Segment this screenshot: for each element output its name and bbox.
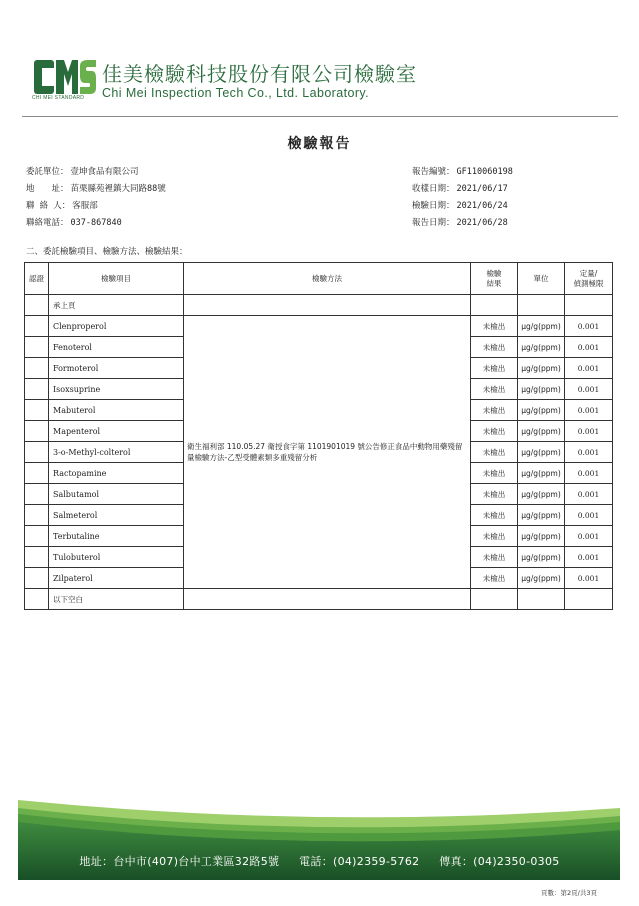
- item-name: Isoxsuprine: [49, 379, 184, 400]
- company-logo: [34, 58, 96, 96]
- item-name: Zilpaterol: [49, 568, 184, 589]
- limit-value: 0.001: [565, 379, 613, 400]
- cert-cell: [25, 589, 49, 610]
- result-value: 未檢出: [471, 526, 518, 547]
- client-info-row: [26, 215, 166, 232]
- limit-value: 0.001: [565, 547, 613, 568]
- header-method: 檢驗方法: [184, 263, 471, 295]
- report-info-row: [412, 181, 513, 198]
- limit-value: 0.001: [565, 484, 613, 505]
- client-info-row: [26, 164, 166, 181]
- cert-cell: [25, 379, 49, 400]
- cert-cell: [25, 400, 49, 421]
- limit-value: 0.001: [565, 421, 613, 442]
- report-info-row: [412, 198, 513, 215]
- footer-contact: [0, 853, 639, 869]
- result-cell: [471, 589, 518, 610]
- result-value: 未檢出: [471, 568, 518, 589]
- header-cert: 認證: [25, 263, 49, 295]
- result-value: 未檢出: [471, 337, 518, 358]
- cert-cell: [25, 316, 49, 337]
- method-text: 衛生福利部 110.05.27 衛授食字第 1101901019 號公告修正食品中動物用藥殘留量檢驗方法-乙型受體素類多重殘留分析: [184, 316, 471, 589]
- company-name-zh: 佳美檢驗科技股份有限公司檢驗室: [102, 62, 417, 86]
- footer-fax: 傳真：(04)2350-0305: [439, 855, 560, 868]
- report-info-row: [412, 164, 513, 181]
- result-value: 未檢出: [471, 547, 518, 568]
- client-info-row: [26, 198, 166, 215]
- item-name: Mabuterol: [49, 400, 184, 421]
- unit-value: μg/g(ppm): [518, 568, 565, 589]
- cert-cell: [25, 337, 49, 358]
- result-value: 未檢出: [471, 505, 518, 526]
- header-limit-line2: 偵測極限: [573, 278, 604, 288]
- cert-cell: [25, 421, 49, 442]
- method-cell: [184, 295, 471, 316]
- result-value: 未檢出: [471, 484, 518, 505]
- result-value: 未檢出: [471, 358, 518, 379]
- info-label: 報告日期：: [412, 218, 455, 228]
- item-name: Salbutamol: [49, 484, 184, 505]
- info-value: 苗栗縣苑裡鎮大同路88號: [70, 184, 166, 194]
- unit-cell: [518, 589, 565, 610]
- result-cell: [471, 295, 518, 316]
- unit-value: μg/g(ppm): [518, 358, 565, 379]
- header-divider: [22, 116, 618, 117]
- limit-value: 0.001: [565, 316, 613, 337]
- cert-cell: [25, 442, 49, 463]
- report-info: [412, 164, 513, 232]
- limit-value: 0.001: [565, 463, 613, 484]
- continued-note: 承上頁: [49, 295, 184, 316]
- info-label: 收樣日期：: [412, 184, 455, 194]
- footer-band: [0, 790, 639, 890]
- unit-value: μg/g(ppm): [518, 316, 565, 337]
- unit-value: μg/g(ppm): [518, 337, 565, 358]
- info-label: 地 址：: [26, 184, 69, 194]
- limit-cell: [565, 295, 613, 316]
- unit-value: μg/g(ppm): [518, 463, 565, 484]
- page-number: 頁數：第2頁/共3頁: [541, 889, 597, 897]
- result-value: 未檢出: [471, 316, 518, 337]
- footer-phone: 電話：(04)2359-5762: [299, 855, 420, 868]
- report-info-row: [412, 215, 513, 232]
- limit-value: 0.001: [565, 337, 613, 358]
- info-label: 委託單位：: [26, 167, 69, 177]
- cert-cell: [25, 547, 49, 568]
- item-name: Salmeterol: [49, 505, 184, 526]
- client-info: [26, 164, 166, 232]
- info-value: 壹坤食品有限公司: [70, 167, 139, 177]
- section-title: 二、委託檢驗項目、檢驗方法、檢驗結果：: [26, 247, 188, 257]
- item-name: Terbutaline: [49, 526, 184, 547]
- report-title: 檢驗報告: [287, 136, 352, 152]
- cert-cell: [25, 526, 49, 547]
- info-value: 2021/06/28: [456, 218, 508, 228]
- limit-value: 0.001: [565, 442, 613, 463]
- header-result-line1: 檢驗: [486, 268, 502, 278]
- info-value: GF110060198: [456, 167, 513, 177]
- cert-cell: [25, 505, 49, 526]
- cert-cell: [25, 463, 49, 484]
- unit-value: μg/g(ppm): [518, 379, 565, 400]
- results-table: [24, 262, 613, 610]
- item-name: Tulobuterol: [49, 547, 184, 568]
- result-value: 未檢出: [471, 400, 518, 421]
- header-unit: 單位: [518, 263, 565, 295]
- header-limit: [565, 263, 613, 295]
- limit-cell: [565, 589, 613, 610]
- client-info-row: [26, 181, 166, 198]
- table-row-continued: [25, 295, 613, 316]
- item-name: Fenoterol: [49, 337, 184, 358]
- unit-value: μg/g(ppm): [518, 400, 565, 421]
- unit-value: μg/g(ppm): [518, 442, 565, 463]
- unit-cell: [518, 295, 565, 316]
- limit-value: 0.001: [565, 568, 613, 589]
- table-row-end: [25, 589, 613, 610]
- info-value: 037-867840: [70, 218, 122, 228]
- limit-value: 0.001: [565, 400, 613, 421]
- header-result-line2: 結果: [486, 278, 502, 288]
- result-value: 未檢出: [471, 379, 518, 400]
- unit-value: μg/g(ppm): [518, 421, 565, 442]
- method-cell: [184, 589, 471, 610]
- item-name: Formoterol: [49, 358, 184, 379]
- item-name: 3-o-Methyl-colterol: [49, 442, 184, 463]
- cert-cell: [25, 568, 49, 589]
- header-limit-line1: 定量/: [579, 268, 598, 278]
- cert-cell: [25, 484, 49, 505]
- info-label: 檢驗日期：: [412, 201, 455, 211]
- info-value: 2021/06/24: [456, 201, 508, 211]
- item-name: Ractopamine: [49, 463, 184, 484]
- header-item: 檢驗項目: [49, 263, 184, 295]
- end-note: 以下空白: [49, 589, 184, 610]
- result-value: 未檢出: [471, 442, 518, 463]
- footer-address: 地址：台中市(407)台中工業區32路5號: [79, 855, 280, 868]
- cert-cell: [25, 358, 49, 379]
- info-label: 聯絡電話：: [26, 218, 69, 228]
- info-value: 客服部: [72, 201, 98, 211]
- info-value: 2021/06/17: [456, 184, 508, 194]
- table-header-row: [25, 263, 613, 295]
- unit-value: μg/g(ppm): [518, 484, 565, 505]
- result-value: 未檢出: [471, 421, 518, 442]
- info-label: 聯 絡 人：: [26, 201, 71, 211]
- item-name: Mapenterol: [49, 421, 184, 442]
- header-result: [471, 263, 518, 295]
- item-name: Clenproperol: [49, 316, 184, 337]
- limit-value: 0.001: [565, 505, 613, 526]
- table-row: [25, 316, 613, 337]
- limit-value: 0.001: [565, 358, 613, 379]
- cert-cell: [25, 295, 49, 316]
- unit-value: μg/g(ppm): [518, 526, 565, 547]
- limit-value: 0.001: [565, 526, 613, 547]
- info-label: 報告編號：: [412, 167, 455, 177]
- logo-caption: CHI MEI STANDARD: [32, 95, 85, 101]
- unit-value: μg/g(ppm): [518, 505, 565, 526]
- result-value: 未檢出: [471, 463, 518, 484]
- company-name-en: Chi Mei Inspection Tech Co., Ltd. Laboratory.: [102, 86, 369, 100]
- unit-value: μg/g(ppm): [518, 547, 565, 568]
